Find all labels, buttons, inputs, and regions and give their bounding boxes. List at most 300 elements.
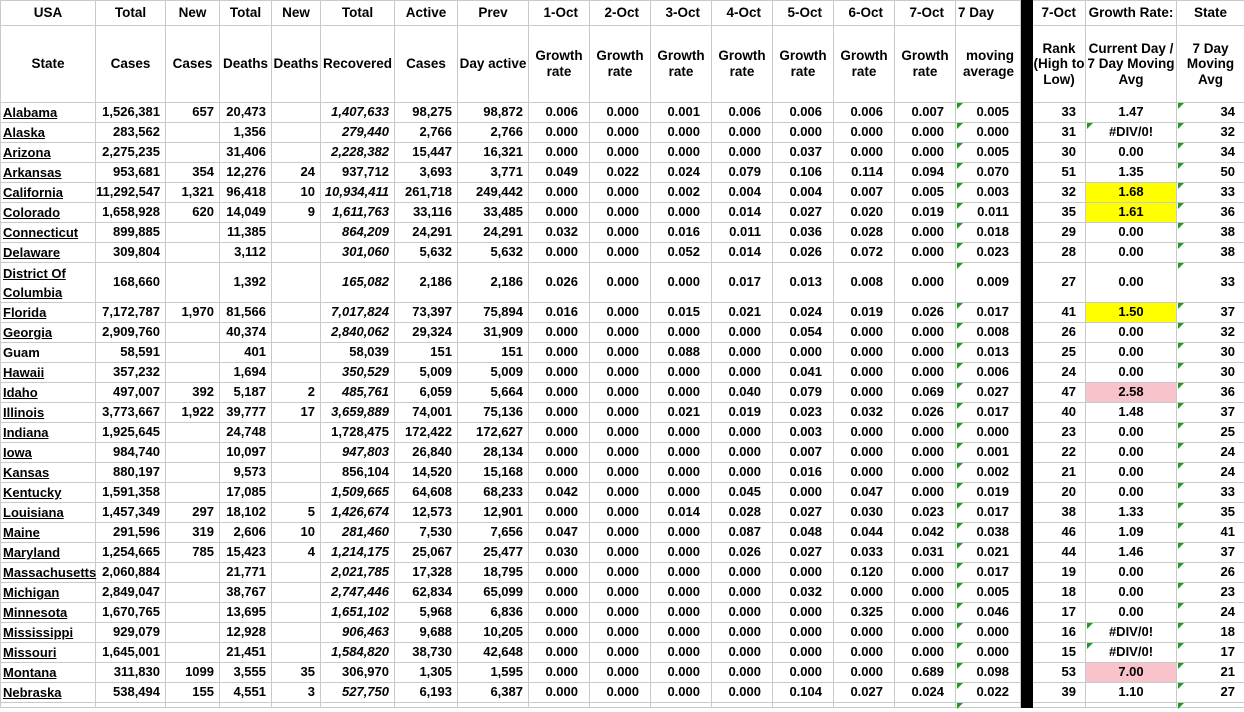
cell-total-cases[interactable]: 3,773,667 [96, 403, 166, 423]
cell-current-vs-avg[interactable]: 0.00 [1086, 443, 1177, 463]
cell-growth-7oct[interactable]: 0.069 [895, 383, 956, 403]
cell-total-cases[interactable]: 1,670,765 [96, 603, 166, 623]
cell-active[interactable]: 151 [395, 343, 458, 363]
cell-rank[interactable]: 31 [1033, 123, 1086, 143]
cell-recovered[interactable]: 279,440 [321, 123, 395, 143]
header-current-2[interactable]: Current Day / 7 Day Moving Avg [1086, 26, 1177, 103]
cell-growth-4oct[interactable]: 0.000 [712, 683, 773, 703]
cell-growth-5oct[interactable]: 0.004 [773, 183, 834, 203]
cell-growth-3oct[interactable]: 0.016 [651, 223, 712, 243]
cell-moving-average[interactable]: 0.017 [956, 303, 1021, 323]
cell-total-deaths[interactable] [220, 703, 272, 708]
header-recovered-2[interactable]: Recovered [321, 26, 395, 103]
cell-rank[interactable]: 17 [1033, 603, 1086, 623]
cell-total-cases[interactable]: 58,591 [96, 343, 166, 363]
cell-rank[interactable]: 32 [1033, 183, 1086, 203]
cell-moving-average[interactable]: 0.023 [956, 243, 1021, 263]
header-prev-1[interactable]: Prev [458, 1, 529, 26]
cell-growth-5oct[interactable]: 0.006 [773, 103, 834, 123]
cell-prev-active[interactable]: 75,894 [458, 303, 529, 323]
cell-growth-2oct[interactable]: 0.000 [590, 183, 651, 203]
cell-prev-active[interactable]: 65,099 [458, 583, 529, 603]
cell-growth-1oct[interactable]: 0.016 [529, 303, 590, 323]
cell-growth-7oct[interactable]: 0.000 [895, 623, 956, 643]
cell-state-7day-avg[interactable]: 36 [1177, 203, 1244, 223]
cell-growth-1oct[interactable]: 0.000 [529, 603, 590, 623]
cell-total-cases[interactable]: 1,645,001 [96, 643, 166, 663]
cell-growth-7oct[interactable]: 0.000 [895, 263, 956, 303]
cell-growth-7oct[interactable]: 0.000 [895, 243, 956, 263]
cell-growth-6oct[interactable]: 0.114 [834, 163, 895, 183]
cell-moving-average[interactable]: 0.001 [956, 443, 1021, 463]
cell-rank[interactable]: 47 [1033, 383, 1086, 403]
cell-prev-active[interactable]: 5,664 [458, 383, 529, 403]
cell-total-deaths[interactable]: 13,695 [220, 603, 272, 623]
cell-total-cases[interactable]: 1,254,665 [96, 543, 166, 563]
cell-growth-7oct[interactable]: 0.026 [895, 403, 956, 423]
cell-new-deaths[interactable] [272, 363, 321, 383]
cell-state-7day-avg[interactable]: 33 [1177, 263, 1244, 303]
cell-moving-average[interactable]: 0.019 [956, 483, 1021, 503]
cell-growth-6oct[interactable]: 0.000 [834, 363, 895, 383]
cell-state-7day-avg[interactable]: 23 [1177, 583, 1244, 603]
cell-growth-5oct[interactable]: 0.000 [773, 343, 834, 363]
cell-growth-1oct[interactable]: 0.000 [529, 563, 590, 583]
cell-state-name[interactable]: Colorado [1, 203, 96, 223]
cell-total-deaths[interactable]: 1,356 [220, 123, 272, 143]
cell-moving-average[interactable]: 0.017 [956, 403, 1021, 423]
cell-moving-average[interactable]: 0.038 [956, 523, 1021, 543]
header-growth-3oct[interactable]: Growth rate [651, 26, 712, 103]
cell-current-vs-avg[interactable]: 0.00 [1086, 143, 1177, 163]
cell-growth-6oct[interactable]: 0.007 [834, 183, 895, 203]
cell-total-cases[interactable]: 7,172,787 [96, 303, 166, 323]
cell-growth-2oct[interactable]: 0.000 [590, 563, 651, 583]
cell-state-name[interactable]: Indiana [1, 423, 96, 443]
cell-growth-3oct[interactable]: 0.000 [651, 663, 712, 683]
cell-active[interactable]: 98,275 [395, 103, 458, 123]
cell-total-deaths[interactable]: 38,767 [220, 583, 272, 603]
cell-state-name[interactable]: Kansas [1, 463, 96, 483]
cell-new-cases[interactable] [166, 643, 220, 663]
cell-growth-1oct[interactable]: 0.000 [529, 243, 590, 263]
cell-growth-4oct[interactable]: 0.079 [712, 163, 773, 183]
cell-growth-2oct[interactable]: 0.000 [590, 263, 651, 303]
cell-state-7day-avg[interactable]: 30 [1177, 343, 1244, 363]
cell-prev-active[interactable]: 6,387 [458, 683, 529, 703]
cell-state-name[interactable]: Maryland [1, 543, 96, 563]
cell-total-cases[interactable]: 538,494 [96, 683, 166, 703]
cell-growth-2oct[interactable]: 0.000 [590, 403, 651, 423]
cell-growth-7oct[interactable]: 0.000 [895, 343, 956, 363]
header-date-1oct[interactable]: 1-Oct [529, 1, 590, 26]
cell-rank[interactable]: 35 [1033, 203, 1086, 223]
cell-growth-6oct[interactable]: 0.000 [834, 583, 895, 603]
cell-active[interactable]: 5,632 [395, 243, 458, 263]
cell-rank[interactable]: 25 [1033, 343, 1086, 363]
cell-moving-average[interactable]: 0.000 [956, 623, 1021, 643]
cell-recovered[interactable]: 2,747,446 [321, 583, 395, 603]
header-state-avg-1[interactable]: State [1177, 1, 1244, 26]
cell-growth-6oct[interactable]: 0.006 [834, 103, 895, 123]
cell-total-cases[interactable]: 899,885 [96, 223, 166, 243]
cell-total-deaths[interactable]: 3,555 [220, 663, 272, 683]
header-new-deaths-1[interactable]: New [272, 1, 321, 26]
cell-state-name[interactable]: Illinois [1, 403, 96, 423]
cell-total-cases[interactable]: 929,079 [96, 623, 166, 643]
header-growth-rate-label[interactable]: Growth Rate: [1086, 1, 1177, 26]
cell-recovered[interactable]: 906,463 [321, 623, 395, 643]
cell-active[interactable]: 9,688 [395, 623, 458, 643]
cell-state-7day-avg[interactable]: 17 [1177, 643, 1244, 663]
cell-growth-5oct[interactable]: 0.106 [773, 163, 834, 183]
cell-growth-2oct[interactable]: 0.000 [590, 603, 651, 623]
cell-growth-3oct[interactable]: 0.000 [651, 523, 712, 543]
cell-new-deaths[interactable] [272, 103, 321, 123]
cell-total-deaths[interactable]: 12,276 [220, 163, 272, 183]
cell-current-vs-avg[interactable]: #DIV/0! [1086, 623, 1177, 643]
cell-growth-2oct[interactable]: 0.022 [590, 163, 651, 183]
cell-moving-average[interactable]: 0.017 [956, 503, 1021, 523]
cell-growth-4oct[interactable] [712, 703, 773, 708]
cell-new-deaths[interactable] [272, 563, 321, 583]
cell-new-cases[interactable] [166, 123, 220, 143]
cell-state-name[interactable]: Florida [1, 303, 96, 323]
cell-growth-1oct[interactable]: 0.026 [529, 263, 590, 303]
cell-new-deaths[interactable] [272, 603, 321, 623]
cell-rank[interactable]: 38 [1033, 503, 1086, 523]
cell-growth-1oct[interactable]: 0.006 [529, 103, 590, 123]
cell-active[interactable] [395, 703, 458, 708]
cell-recovered[interactable]: 58,039 [321, 343, 395, 363]
cell-prev-active[interactable]: 151 [458, 343, 529, 363]
cell-growth-4oct[interactable]: 0.004 [712, 183, 773, 203]
cell-total-deaths[interactable]: 1,392 [220, 263, 272, 303]
cell-prev-active[interactable]: 1,595 [458, 663, 529, 683]
cell-growth-5oct[interactable]: 0.003 [773, 423, 834, 443]
cell-recovered[interactable]: 1,426,674 [321, 503, 395, 523]
cell-growth-2oct[interactable]: 0.000 [590, 383, 651, 403]
cell-active[interactable]: 25,067 [395, 543, 458, 563]
cell-new-cases[interactable]: 354 [166, 163, 220, 183]
cell-state-name[interactable]: Kentucky [1, 483, 96, 503]
cell-state-name[interactable]: Mississippi [1, 623, 96, 643]
cell-current-vs-avg[interactable]: 1.47 [1086, 103, 1177, 123]
cell-prev-active[interactable]: 25,477 [458, 543, 529, 563]
cell-total-cases[interactable]: 2,275,235 [96, 143, 166, 163]
cell-growth-5oct[interactable]: 0.000 [773, 123, 834, 143]
cell-new-deaths[interactable] [272, 583, 321, 603]
cell-growth-3oct[interactable]: 0.000 [651, 543, 712, 563]
cell-recovered[interactable]: 1,728,475 [321, 423, 395, 443]
cell-current-vs-avg[interactable]: 0.00 [1086, 563, 1177, 583]
cell-growth-5oct[interactable]: 0.007 [773, 443, 834, 463]
header-total-cases-1[interactable]: Total [96, 1, 166, 26]
cell-prev-active[interactable]: 3,771 [458, 163, 529, 183]
cell-state-7day-avg[interactable]: 33 [1177, 483, 1244, 503]
cell-current-vs-avg[interactable]: 1.10 [1086, 683, 1177, 703]
cell-new-cases[interactable]: 620 [166, 203, 220, 223]
cell-total-cases[interactable]: 497,007 [96, 383, 166, 403]
header-7day-1[interactable]: 7 Day [956, 1, 1021, 26]
cell-growth-5oct[interactable]: 0.000 [773, 563, 834, 583]
cell-moving-average[interactable]: 0.021 [956, 543, 1021, 563]
cell-total-cases[interactable]: 2,909,760 [96, 323, 166, 343]
cell-growth-1oct[interactable] [529, 703, 590, 708]
cell-growth-5oct[interactable]: 0.032 [773, 583, 834, 603]
cell-growth-1oct[interactable]: 0.000 [529, 143, 590, 163]
cell-current-vs-avg[interactable]: 1.46 [1086, 543, 1177, 563]
cell-state-name[interactable]: Idaho [1, 383, 96, 403]
header-date-2oct[interactable]: 2-Oct [590, 1, 651, 26]
cell-growth-5oct[interactable]: 0.104 [773, 683, 834, 703]
cell-new-deaths[interactable]: 17 [272, 403, 321, 423]
cell-new-deaths[interactable]: 2 [272, 383, 321, 403]
cell-growth-3oct[interactable]: 0.015 [651, 303, 712, 323]
cell-new-deaths[interactable] [272, 623, 321, 643]
cell-growth-5oct[interactable]: 0.000 [773, 663, 834, 683]
cell-growth-5oct[interactable]: 0.027 [773, 203, 834, 223]
cell-state-7day-avg[interactable]: 37 [1177, 543, 1244, 563]
cell-prev-active[interactable]: 6,836 [458, 603, 529, 623]
cell-rank[interactable]: 46 [1033, 523, 1086, 543]
cell-total-cases[interactable]: 291,596 [96, 523, 166, 543]
cell-new-cases[interactable]: 785 [166, 543, 220, 563]
cell-new-deaths[interactable] [272, 243, 321, 263]
cell-growth-5oct[interactable]: 0.026 [773, 243, 834, 263]
cell-total-deaths[interactable]: 9,573 [220, 463, 272, 483]
cell-new-deaths[interactable] [272, 483, 321, 503]
cell-total-cases[interactable]: 984,740 [96, 443, 166, 463]
cell-new-cases[interactable] [166, 143, 220, 163]
cell-new-cases[interactable] [166, 243, 220, 263]
cell-moving-average[interactable]: 0.027 [956, 383, 1021, 403]
cell-moving-average[interactable]: 0.022 [956, 683, 1021, 703]
cell-prev-active[interactable]: 16,321 [458, 143, 529, 163]
cell-new-cases[interactable] [166, 463, 220, 483]
cell-total-deaths[interactable]: 17,085 [220, 483, 272, 503]
cell-new-cases[interactable] [166, 263, 220, 303]
cell-growth-7oct[interactable]: 0.000 [895, 443, 956, 463]
cell-current-vs-avg[interactable]: 0.00 [1086, 223, 1177, 243]
cell-recovered[interactable]: 10,934,411 [321, 183, 395, 203]
cell-total-deaths[interactable]: 40,374 [220, 323, 272, 343]
header-usa[interactable]: USA [1, 1, 96, 26]
cell-new-deaths[interactable]: 9 [272, 203, 321, 223]
cell-growth-3oct[interactable]: 0.000 [651, 483, 712, 503]
cell-new-deaths[interactable]: 35 [272, 663, 321, 683]
cell-current-vs-avg[interactable]: 0.00 [1086, 483, 1177, 503]
cell-moving-average[interactable]: 0.017 [956, 563, 1021, 583]
cell-new-cases[interactable]: 1,970 [166, 303, 220, 323]
cell-growth-2oct[interactable]: 0.000 [590, 643, 651, 663]
cell-active[interactable]: 73,397 [395, 303, 458, 323]
cell-moving-average[interactable]: 0.005 [956, 583, 1021, 603]
cell-active[interactable]: 62,834 [395, 583, 458, 603]
cell-recovered[interactable]: 937,712 [321, 163, 395, 183]
cell-growth-5oct[interactable]: 0.048 [773, 523, 834, 543]
cell-prev-active[interactable]: 2,766 [458, 123, 529, 143]
cell-prev-active[interactable]: 98,872 [458, 103, 529, 123]
cell-active[interactable]: 6,193 [395, 683, 458, 703]
cell-current-vs-avg[interactable]: 1.09 [1086, 523, 1177, 543]
cell-new-cases[interactable] [166, 563, 220, 583]
cell-new-deaths[interactable] [272, 443, 321, 463]
cell-growth-4oct[interactable]: 0.021 [712, 303, 773, 323]
cell-growth-3oct[interactable]: 0.000 [651, 123, 712, 143]
cell-rank[interactable]: 53 [1033, 663, 1086, 683]
cell-growth-3oct[interactable]: 0.000 [651, 203, 712, 223]
cell-growth-1oct[interactable]: 0.000 [529, 463, 590, 483]
cell-active[interactable]: 172,422 [395, 423, 458, 443]
cell-growth-7oct[interactable]: 0.023 [895, 503, 956, 523]
header-date-6oct[interactable]: 6-Oct [834, 1, 895, 26]
cell-growth-1oct[interactable]: 0.000 [529, 183, 590, 203]
cell-new-cases[interactable] [166, 703, 220, 708]
cell-total-deaths[interactable]: 15,423 [220, 543, 272, 563]
cell-growth-2oct[interactable]: 0.000 [590, 203, 651, 223]
cell-growth-4oct[interactable]: 0.017 [712, 263, 773, 303]
cell-growth-3oct[interactable]: 0.088 [651, 343, 712, 363]
cell-rank[interactable]: 23 [1033, 423, 1086, 443]
cell-recovered[interactable]: 301,060 [321, 243, 395, 263]
cell-growth-2oct[interactable]: 0.000 [590, 683, 651, 703]
cell-growth-4oct[interactable]: 0.014 [712, 243, 773, 263]
cell-growth-4oct[interactable]: 0.000 [712, 623, 773, 643]
cell-active[interactable]: 15,447 [395, 143, 458, 163]
cell-prev-active[interactable]: 24,291 [458, 223, 529, 243]
cell-recovered[interactable] [321, 703, 395, 708]
cell-new-deaths[interactable] [272, 223, 321, 243]
cell-growth-5oct[interactable]: 0.000 [773, 643, 834, 663]
cell-prev-active[interactable]: 2,186 [458, 263, 529, 303]
cell-moving-average[interactable]: 0.013 [956, 343, 1021, 363]
cell-growth-1oct[interactable]: 0.000 [529, 443, 590, 463]
cell-current-vs-avg[interactable]: 0.00 [1086, 323, 1177, 343]
cell-moving-average[interactable]: 0.098 [956, 663, 1021, 683]
cell-active[interactable]: 5,968 [395, 603, 458, 623]
cell-growth-6oct[interactable]: 0.033 [834, 543, 895, 563]
cell-growth-4oct[interactable]: 0.000 [712, 663, 773, 683]
cell-growth-4oct[interactable]: 0.000 [712, 323, 773, 343]
cell-growth-1oct[interactable]: 0.000 [529, 323, 590, 343]
cell-total-deaths[interactable]: 31,406 [220, 143, 272, 163]
header-active-1[interactable]: Active [395, 1, 458, 26]
cell-growth-6oct[interactable]: 0.120 [834, 563, 895, 583]
cell-prev-active[interactable]: 31,909 [458, 323, 529, 343]
cell-state-7day-avg[interactable]: 27 [1177, 683, 1244, 703]
cell-growth-5oct[interactable]: 0.000 [773, 603, 834, 623]
cell-rank[interactable]: 41 [1033, 303, 1086, 323]
cell-new-deaths[interactable]: 3 [272, 683, 321, 703]
cell-total-deaths[interactable]: 12,928 [220, 623, 272, 643]
cell-state-name[interactable]: Missouri [1, 643, 96, 663]
cell-growth-7oct[interactable]: 0.000 [895, 563, 956, 583]
cell-state-name[interactable]: Arizona [1, 143, 96, 163]
cell-active[interactable]: 6,059 [395, 383, 458, 403]
cell-growth-5oct[interactable]: 0.027 [773, 543, 834, 563]
header-recovered-1[interactable]: Total [321, 1, 395, 26]
cell-total-cases[interactable]: 880,197 [96, 463, 166, 483]
header-date-4oct[interactable]: 4-Oct [712, 1, 773, 26]
cell-growth-1oct[interactable]: 0.000 [529, 343, 590, 363]
cell-total-cases[interactable]: 11,292,547 [96, 183, 166, 203]
cell-rank[interactable]: 26 [1033, 323, 1086, 343]
cell-state-7day-avg[interactable]: 26 [1177, 563, 1244, 583]
cell-growth-1oct[interactable]: 0.000 [529, 643, 590, 663]
cell-current-vs-avg[interactable]: 0.00 [1086, 583, 1177, 603]
cell-growth-1oct[interactable]: 0.000 [529, 363, 590, 383]
cell-current-vs-avg[interactable]: 1.48 [1086, 403, 1177, 423]
cell-active[interactable]: 33,116 [395, 203, 458, 223]
cell-growth-7oct[interactable]: 0.026 [895, 303, 956, 323]
cell-new-cases[interactable] [166, 583, 220, 603]
cell-growth-7oct[interactable]: 0.000 [895, 583, 956, 603]
cell-state-name[interactable]: Georgia [1, 323, 96, 343]
cell-growth-3oct[interactable]: 0.021 [651, 403, 712, 423]
cell-growth-6oct[interactable]: 0.028 [834, 223, 895, 243]
cell-state-7day-avg[interactable]: 24 [1177, 603, 1244, 623]
cell-rank[interactable]: 40 [1033, 403, 1086, 423]
cell-prev-active[interactable]: 249,442 [458, 183, 529, 203]
cell-active[interactable]: 64,608 [395, 483, 458, 503]
cell-state-name[interactable]: Delaware [1, 243, 96, 263]
cell-growth-3oct[interactable]: 0.001 [651, 103, 712, 123]
cell-state-7day-avg[interactable]: 38 [1177, 243, 1244, 263]
cell-growth-2oct[interactable]: 0.000 [590, 543, 651, 563]
cell-recovered[interactable]: 2,840,062 [321, 323, 395, 343]
header-rank-1[interactable]: 7-Oct [1033, 1, 1086, 26]
cell-growth-4oct[interactable]: 0.000 [712, 643, 773, 663]
cell-new-deaths[interactable] [272, 423, 321, 443]
cell-growth-4oct[interactable]: 0.028 [712, 503, 773, 523]
header-growth-5oct[interactable]: Growth rate [773, 26, 834, 103]
cell-current-vs-avg[interactable]: 1.68 [1086, 183, 1177, 203]
cell-growth-2oct[interactable]: 0.000 [590, 523, 651, 543]
cell-growth-3oct[interactable]: 0.000 [651, 323, 712, 343]
cell-total-deaths[interactable]: 10,097 [220, 443, 272, 463]
cell-state-7day-avg[interactable]: 25 [1177, 423, 1244, 443]
cell-new-cases[interactable] [166, 343, 220, 363]
cell-growth-6oct[interactable]: 0.047 [834, 483, 895, 503]
cell-growth-7oct[interactable]: 0.000 [895, 123, 956, 143]
cell-growth-2oct[interactable]: 0.000 [590, 583, 651, 603]
cell-growth-4oct[interactable]: 0.000 [712, 583, 773, 603]
cell-growth-3oct[interactable]: 0.000 [651, 463, 712, 483]
cell-growth-4oct[interactable]: 0.040 [712, 383, 773, 403]
cell-prev-active[interactable]: 33,485 [458, 203, 529, 223]
cell-growth-2oct[interactable]: 0.000 [590, 663, 651, 683]
header-state-avg-2[interactable]: 7 Day Moving Avg [1177, 26, 1244, 103]
cell-current-vs-avg[interactable]: 0.00 [1086, 243, 1177, 263]
cell-prev-active[interactable]: 5,632 [458, 243, 529, 263]
cell-state-7day-avg[interactable]: 32 [1177, 323, 1244, 343]
cell-state-7day-avg[interactable]: 34 [1177, 143, 1244, 163]
cell-current-vs-avg[interactable] [1086, 703, 1177, 708]
cell-rank[interactable]: 27 [1033, 263, 1086, 303]
cell-current-vs-avg[interactable]: 0.00 [1086, 463, 1177, 483]
header-new-deaths-2[interactable]: Deaths [272, 26, 321, 103]
cell-growth-3oct[interactable]: 0.052 [651, 243, 712, 263]
cell-growth-4oct[interactable]: 0.000 [712, 463, 773, 483]
cell-new-cases[interactable]: 1,321 [166, 183, 220, 203]
cell-growth-2oct[interactable]: 0.000 [590, 343, 651, 363]
cell-growth-4oct[interactable]: 0.000 [712, 343, 773, 363]
cell-growth-1oct[interactable]: 0.000 [529, 423, 590, 443]
cell-moving-average[interactable]: 0.000 [956, 643, 1021, 663]
cell-active[interactable]: 14,520 [395, 463, 458, 483]
cell-new-cases[interactable]: 1099 [166, 663, 220, 683]
